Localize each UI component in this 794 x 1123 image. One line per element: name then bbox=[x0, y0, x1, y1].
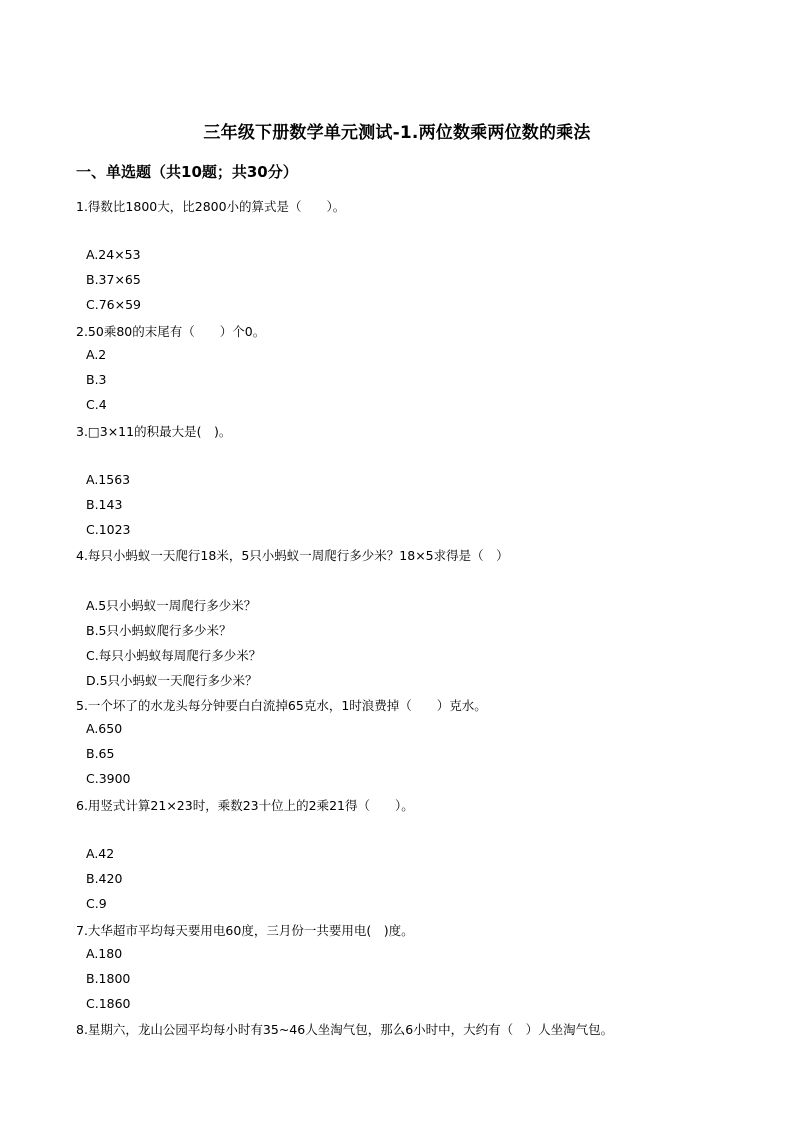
question-2-option-c: C.4 bbox=[86, 397, 107, 412]
question-5-stem: 5.一个坏了的水龙头每分钟要白白流掉65克水，1时浪费掉（ ）克水。 bbox=[76, 698, 487, 713]
question-1-option-a: A.24×53 bbox=[86, 247, 141, 262]
question-5-option-c: C.3900 bbox=[86, 771, 131, 786]
question-3-option-b: B.143 bbox=[86, 497, 123, 512]
question-2-option-a: A.2 bbox=[86, 347, 107, 362]
question-6-option-b: B.420 bbox=[86, 871, 123, 886]
question-6-option-a: A.42 bbox=[86, 846, 115, 861]
question-5-option-a: A.650 bbox=[86, 721, 123, 736]
question-7-option-a: A.180 bbox=[86, 946, 123, 961]
question-6-option-c: C.9 bbox=[86, 896, 107, 911]
question-2-option-b: B.3 bbox=[86, 372, 107, 387]
question-3-stem: 3.□3×11的积最大是( )。 bbox=[76, 424, 232, 439]
question-4-option-b: B.5只小蚂蚁爬行多少米？ bbox=[86, 623, 232, 638]
question-3-option-a: A.1563 bbox=[86, 472, 131, 487]
question-4-stem: 4.每只小蚂蚁一天爬行18米，5只小蚂蚁一周爬行多少米？18×5求得是（ ） bbox=[76, 548, 509, 563]
question-7-stem: 7.大华超市平均每天要用电60度，三月份一共要用电( )度。 bbox=[76, 923, 414, 938]
page-title: 三年级下册数学单元测试-1.两位数乘两位数的乘法 bbox=[203, 123, 591, 143]
question-8-stem: 8.星期六，龙山公园平均每小时有35~46人坐淘气包，那么6小时中，大约有（ ）人坐淘气包。 bbox=[76, 1022, 614, 1037]
question-1-stem: 1.得数比1800大，比2800小的算式是（ ）。 bbox=[76, 199, 346, 214]
question-5-option-b: B.65 bbox=[86, 746, 115, 761]
question-7-option-b: B.1800 bbox=[86, 971, 131, 986]
question-4-option-a: A.5只小蚂蚁一周爬行多少米？ bbox=[86, 598, 257, 613]
question-2-stem: 2.50乘80的末尾有（ ）个0。 bbox=[76, 324, 266, 339]
question-7-option-c: C.1860 bbox=[86, 996, 131, 1011]
question-1-option-c: C.76×59 bbox=[86, 297, 141, 312]
section-heading: 一、单选题（共10题；共30分） bbox=[76, 163, 298, 181]
question-6-stem: 6.用竖式计算21×23时，乘数23十位上的2乘21得（ ）。 bbox=[76, 798, 414, 813]
question-4-option-d: D.5只小蚂蚁一天爬行多少米？ bbox=[86, 673, 258, 688]
question-1-option-b: B.37×65 bbox=[86, 272, 141, 287]
question-3-option-c: C.1023 bbox=[86, 522, 131, 537]
question-4-option-c: C.每只小蚂蚁每周爬行多少米？ bbox=[86, 648, 262, 663]
